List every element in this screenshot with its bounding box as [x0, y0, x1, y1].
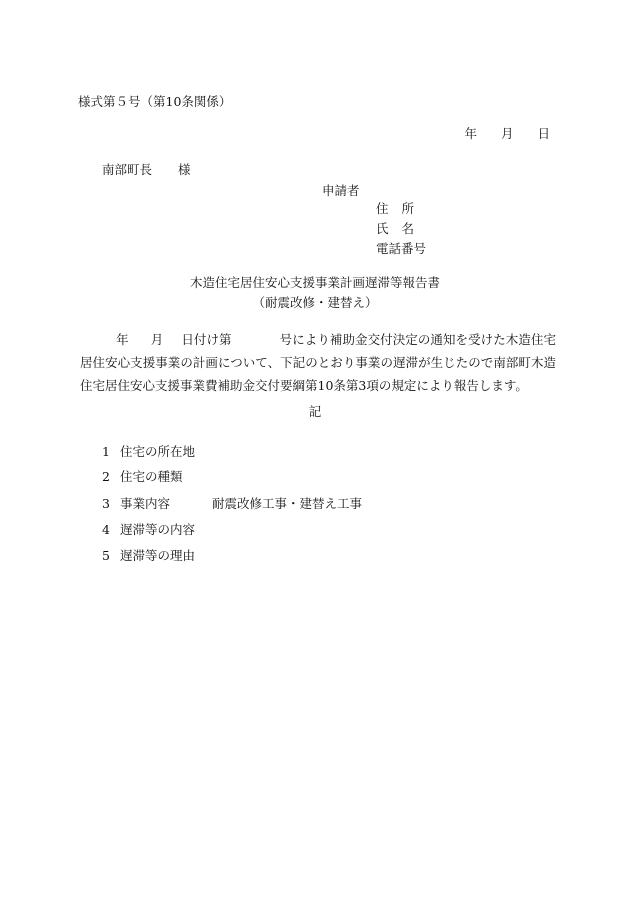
document-subtitle: （耐震改修・建替え） [252, 295, 378, 310]
item-label: 遅滞等の内容 [120, 522, 196, 537]
applicant-label: 申請者 [322, 183, 360, 198]
item-label: 住宅の所在地 [120, 444, 196, 459]
name-label [376, 221, 427, 236]
date-year: 年 [464, 126, 477, 141]
body-text: 号により補助金交付決定の通知を受けた木造住宅居住安心支援事業の計画について、下記のとおり事業の遅滞が生じたので南部町木造住宅居住安心支援事業費補助金交付要綱第10条第3項の規定により報告します。 [80, 332, 556, 393]
item-number: 4 [102, 522, 110, 537]
phone-label: 電話番号 [376, 241, 427, 256]
body-paragraph [80, 328, 556, 397]
date-line [464, 126, 550, 141]
item-number: 3 [102, 496, 110, 511]
item-number: 2 [102, 469, 110, 484]
item-value: 耐震改修工事・建替え工事 [212, 496, 363, 511]
date-day: 日 [537, 126, 550, 141]
list-item [102, 548, 195, 563]
list-item [102, 469, 183, 484]
date-month: 月 [500, 126, 514, 141]
body-month: 月 [150, 332, 164, 347]
addressee-name: 南部町長 [102, 162, 153, 177]
item-label: 事業内容 [120, 496, 171, 511]
addressee [102, 162, 191, 177]
list-item [102, 522, 195, 537]
address-label [376, 201, 427, 216]
document-title: 木造住宅居住安心支援事業計画遅滞等報告書 [189, 275, 440, 290]
item-number: 1 [102, 444, 110, 459]
address-label-text: 住所 [376, 201, 428, 216]
list-item [102, 444, 195, 459]
list-item [102, 496, 363, 511]
body-date-prefix: 日付け第 [181, 332, 232, 347]
body-year: 年 [116, 332, 129, 347]
form-number: 様式第５号（第10条関係） [78, 94, 232, 109]
item-label: 住宅の種類 [120, 469, 183, 484]
addressee-honorific: 様 [178, 162, 191, 177]
name-label-text: 氏名 [376, 221, 428, 236]
item-label: 遅滞等の理由 [120, 548, 196, 563]
ki-heading: 記 [308, 404, 322, 419]
item-number: 5 [102, 548, 110, 563]
